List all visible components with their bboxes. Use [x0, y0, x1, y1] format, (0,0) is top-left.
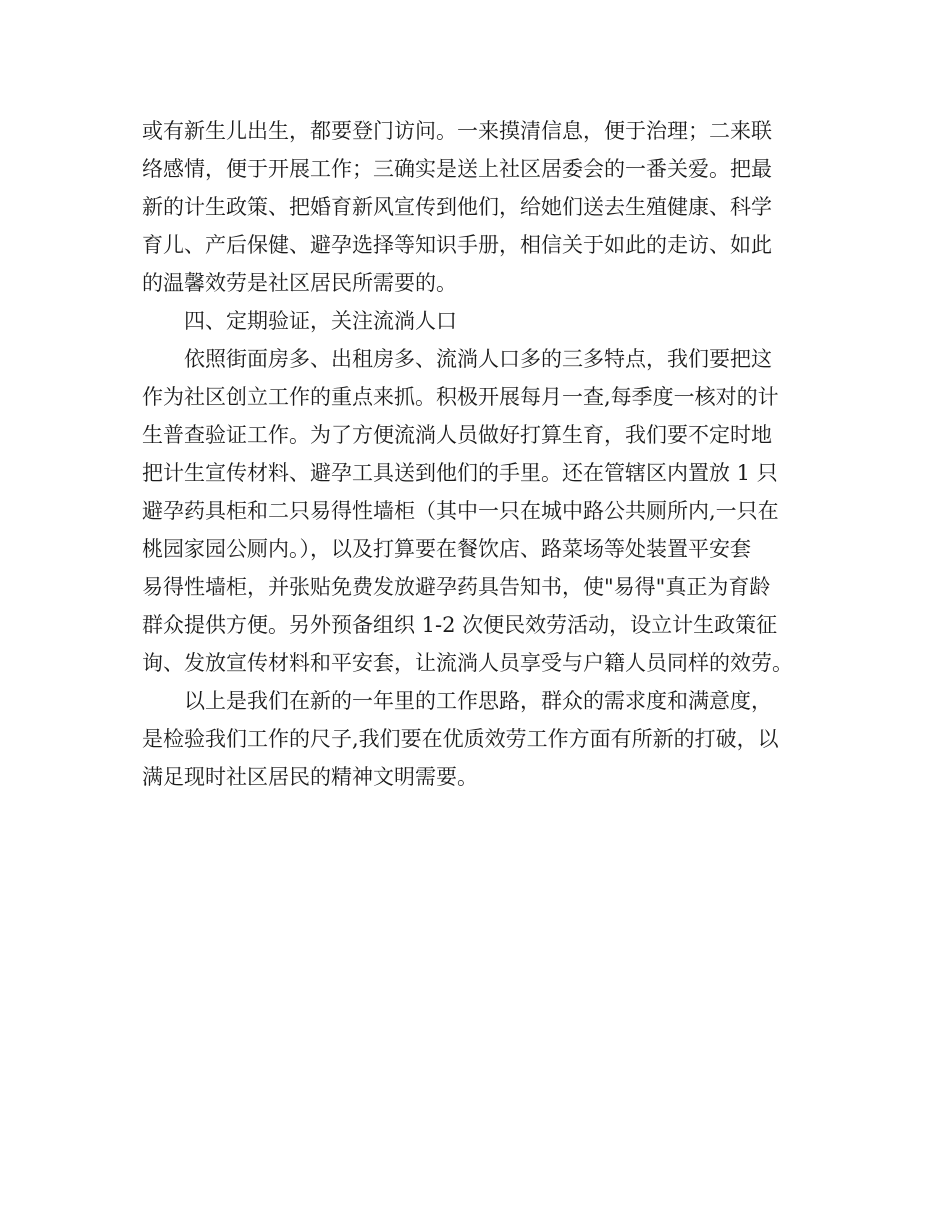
text-line: 生普查验证工作。为了方便流淌人员做好打算生育，我们要不定时地 [142, 423, 772, 447]
text-line: 群众提供方便。另外预备组织 1-2 次便民效劳活动，设立计生政策征 [142, 613, 778, 637]
text-line: 以上是我们在新的一年里的工作思路，群众的需求度和满意度， [184, 689, 772, 713]
text-line: 易得性墙柜，并张贴免费发放避孕药具告知书，使"易得"真正为育龄 [142, 575, 771, 599]
text-line: 依照街面房多、出租房多、流淌人口多的三多特点，我们要把这 [184, 347, 772, 371]
text-line: 询、发放宣传材料和平安套，让流淌人员享受与户籍人员同样的效劳。 [142, 651, 793, 675]
text-line: 或有新生儿出生，都要登门访问。一来摸清信息，便于治理；二来联 [142, 119, 772, 143]
document-body [142, 112, 814, 796]
text-line: 把计生宣传材料、避孕工具送到他们的手里。还在管辖区内置放 1 只 [142, 461, 778, 485]
text-line: 是检验我们工作的尺子,我们要在优质效劳工作方面有所新的打破，以 [142, 727, 779, 751]
text-line: 作为社区创立工作的重点来抓。积极开展每月一查,每季度一核对的计 [142, 385, 779, 409]
text-line: 满足现时社区居民的精神文明需要。 [142, 765, 478, 789]
text-line: 络感情，便于开展工作；三确实是送上社区居委会的一番关爱。把最 [142, 157, 772, 181]
text-line: 新的计生政策、把婚育新风宣传到他们，给她们送去生殖健康、科学 [142, 195, 772, 219]
text-line: 育儿、产后保健、避孕选择等知识手册，相信关于如此的走访、如此 [142, 233, 772, 257]
text-line: 的温馨效劳是社区居民所需要的。 [142, 271, 457, 295]
text-line: 桃园家园公厕内。），以及打算要在餐饮店、路菜场等处装置平安套 [142, 537, 751, 561]
section-heading: 四、定期验证，关注流淌人口 [184, 309, 457, 333]
text-line: 避孕药具柜和二只易得性墙柜（其中一只在城中路公共厕所内,一只在 [142, 499, 779, 523]
